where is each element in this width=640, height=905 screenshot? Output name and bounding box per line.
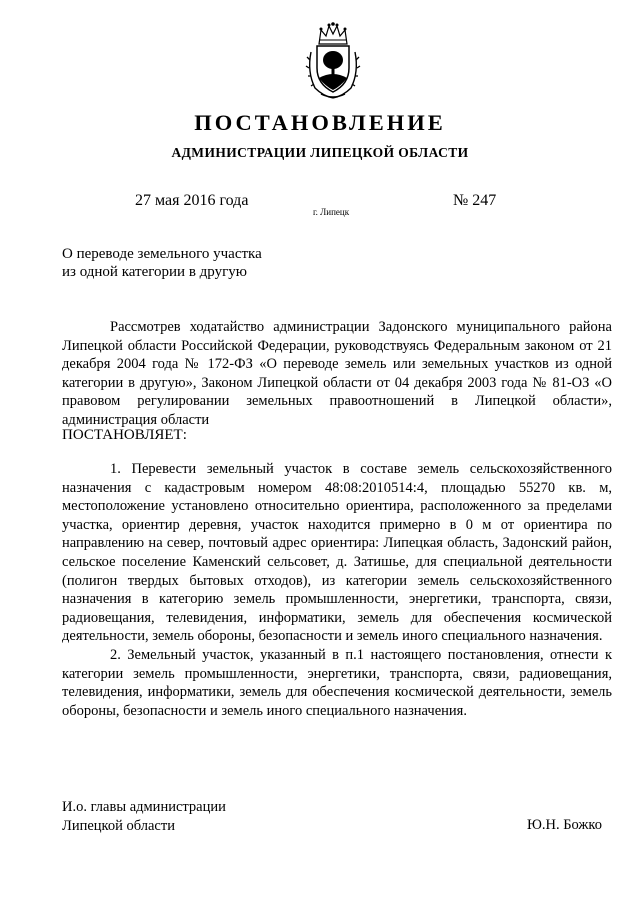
subject-line: из одной категории в другую xyxy=(62,264,247,280)
document-city: г. Липецк xyxy=(313,207,350,217)
signatory-name: Ю.Н. Божко xyxy=(526,817,602,833)
document-number: № 247 xyxy=(453,192,497,209)
decree-heading: ПОСТАНОВЛЯЕТ: xyxy=(62,427,187,443)
issuing-authority: АДМИНИСТРАЦИИ ЛИПЕЦКОЙ ОБЛАСТИ xyxy=(171,145,469,160)
signatory-position-line: Липецкой области xyxy=(62,818,175,834)
signatory-position xyxy=(62,798,226,836)
resolution-item: 2. Земельный участок, указанный в п.1 настоящего постановления, отнести к категории земель промышленности, энергетики, транспорта, связи, радиовещания, телевидения, информатики, земель для обеспечения космической деятельности, земель обороны, безопасности и земель иного специального назначения. xyxy=(62,646,612,719)
signatory-position-line: И.о. главы администрации xyxy=(62,799,226,815)
lipetsk-coat-of-arms-icon xyxy=(305,22,361,100)
preamble xyxy=(62,318,612,430)
resolution-item: 1. Перевести земельный участок в составе земель сельскохозяйственного назначения с кадастровым номером 48:08:2010514:4, площадью 55270 кв. м, местоположение установлено относительно ориентира, расположенного за пределами участка, ориентир деревня, участок находится примерно в 0 м от ориентира по направлению на север, почтовый адрес ориентира: Липецкая область, Задонский район, сельское поселение Каменский сельсовет, д. Затишье, для специальной деятельности (полигон твердых бытовых отходов), из категории земель сельскохозяйственного назначения в категорию земель промышленности, энергетики, транспорта, связи, радиовещания, телевидения, информатики, земель для обеспечения космической деятельности, земель обороны, безопасности и земель иного специального назначения. xyxy=(62,461,612,645)
preamble-text: Рассмотрев ходатайство администрации Задонского муниципального района Липецкой области Российской Федерации, руководствуясь Федеральным законом от 21 декабря 2004 года № 172-ФЗ «О переводе земель или земельных участков из одной категории в другую», Законом Липецкой области от 04 декабря 2003 года № 81-ОЗ «О правовом регулировании земельных правоотношений в Липецкой области», администрация области xyxy=(62,319,612,428)
document-date: 27 мая 2016 года xyxy=(135,192,249,209)
subject-line: О переводе земельного участка xyxy=(62,246,262,262)
document-title: ПОСТАНОВЛЕНИЕ xyxy=(194,110,446,135)
resolution-items xyxy=(62,460,612,720)
document-subject xyxy=(62,245,262,281)
